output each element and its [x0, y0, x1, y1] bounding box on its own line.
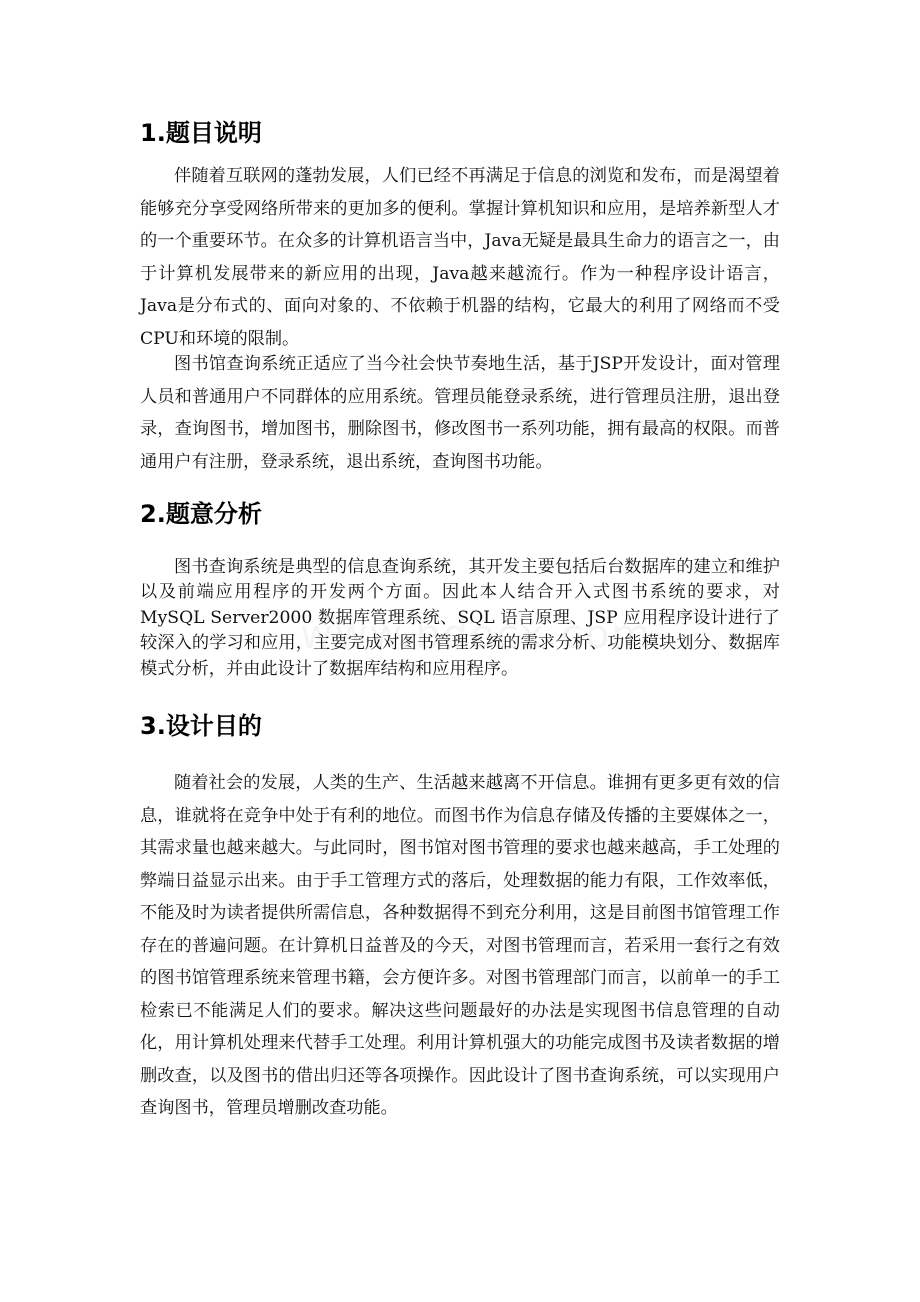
section-heading-analysis: 2.题意分析: [140, 500, 262, 528]
paragraph-design-purpose: 随着社会的发展，人类的生产、生活越来越离不开信息。谁拥有更多更有效的信息，谁就将在竞争中处于有利的地位。而图书作为信息存储及传播的主要媒体之一，其需求量也越来越大。与此同时，图书馆对图书管理的要求也越来越高，手工处理的弊端日益显示出来。由于手工管理方式的落后，处理数据的能力有限，工作效率低，不能及时为读者提供所需信息，各种数据得不到充分利用，这是目前图书馆管理工作存在的普遍问题。在计算机日益普及的今天，对图书管理而言，若采用一套行之有效的图书馆管理系统来管理书籍，会方便许多。对图书管理部门而言，以前单一的手工检索已不能满足人们的要求。解决这些问题最好的办法是实现图书信息管理的自动化，用计算机处理来代替手工处理。利用计算机强大的功能完成图书及读者数据的增删改查，以及图书的借出归还等各项操作。因此设计了图书查询系统，可以实现用户查询图书，管理员增删改查功能。: [140, 773, 780, 1118]
section-heading-design-purpose: 3.设计目的: [140, 712, 262, 740]
watermark: [300, 612, 652, 658]
paragraph-analysis: 图书查询系统是典型的信息查询系统，其开发主要包括后台数据库的建立和维护以及前端应用程序的开发两个方面。因此本人结合开入式图书系统的要求，对 MySQL Server2000 数据库管理系统、SQL 语言原理、JSP 应用程序设计进行了较深入的学习和应用，主要完成对图书管理系统的需求分析、功能模块划分、数据库模式分析，并由此设计了数据库结构和应用程序。: [140, 557, 780, 679]
paragraph-problem-statement-2: 图书馆查询系统正适应了当今社会快节奏地生活，基于JSP开发设计，面对管理人员和普通用户不同群体的应用系统。管理员能登录系统，进行管理员注册，退出登录，查询图书，增加图书，删除图书，修改图书一系列功能，拥有最高的权限。而普通用户有注册，登录系统，退出系统，查询图书功能。: [140, 354, 780, 472]
paragraph-problem-statement-1: 伴随着互联网的蓬勃发展，人们已经不再满足于信息的浏览和发布，而是渴望着能够充分享受网络所带来的更加多的便利。掌握计算机知识和应用，是培养新型人才的一个重要环节。在众多的计算机语言当中，Java无疑是最具生命力的语言之一，由于计算机发展带来的新应用的出现，Java越来越流行。作为一种程序设计语言，Java是分布式的、面向对象的、不依赖于机器的结构，它最大的利用了网络而不受CPU和环境的限制。: [140, 166, 780, 349]
section-heading-problem-statement: 1.题目说明: [140, 119, 262, 147]
